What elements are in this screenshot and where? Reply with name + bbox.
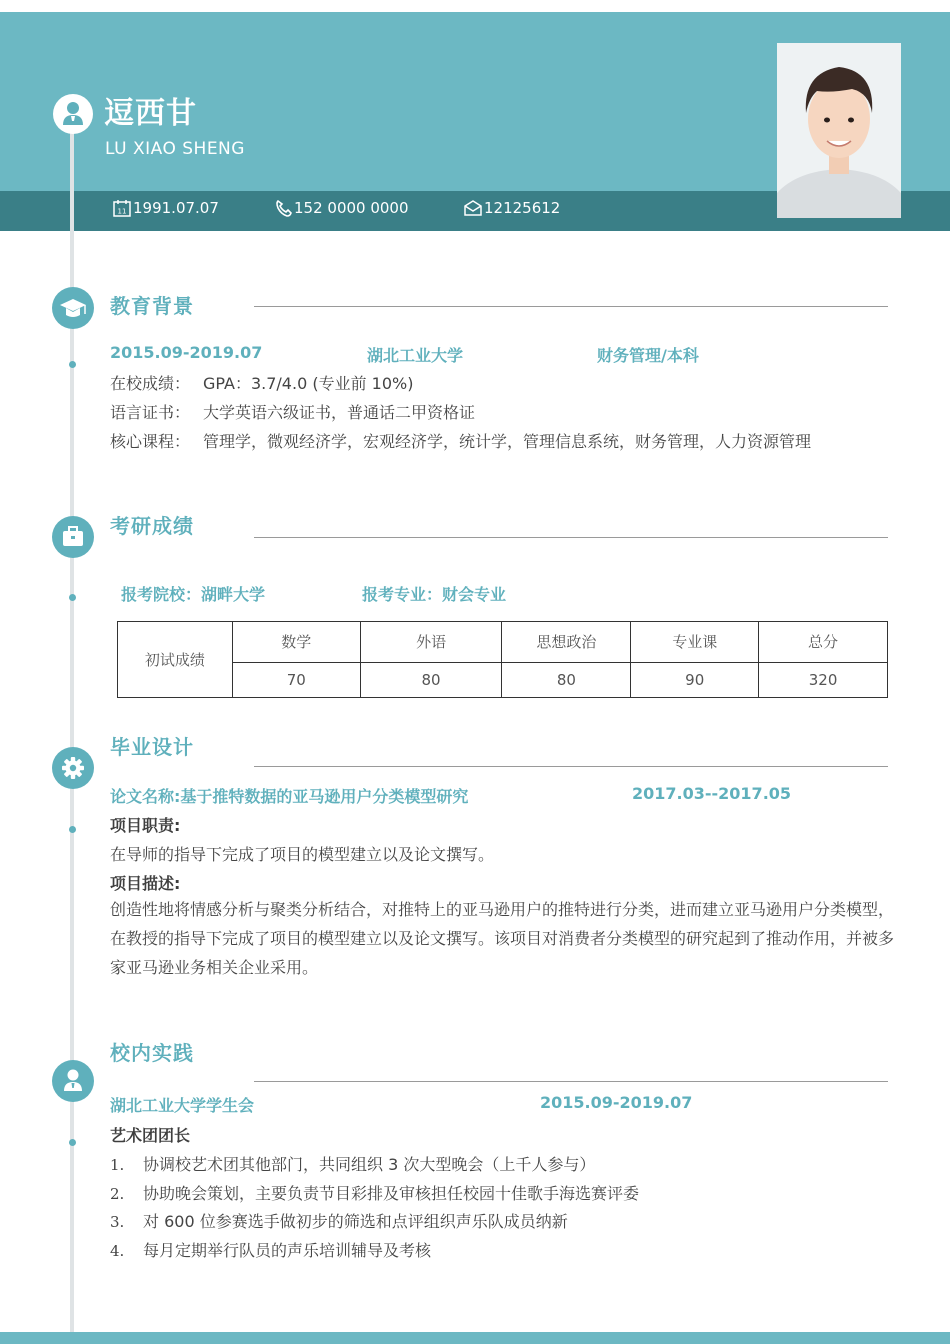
- section-title-practice: 校内实践: [110, 1041, 194, 1065]
- calendar-icon: [112, 198, 132, 218]
- exam-target-major: 报考专业：财会专业: [362, 585, 507, 604]
- list-text: 协调校艺术团其他部门，共同组织 3 次大型晚会（上千人参与）: [143, 1155, 596, 1174]
- list-number: 4.: [110, 1242, 125, 1260]
- table-row: [118, 662, 888, 697]
- phone-icon: [275, 198, 293, 218]
- education-period: 2015.09-2019.07: [110, 343, 263, 362]
- list-text: 每月定期举行队员的声乐培训辅导及考核: [143, 1241, 432, 1260]
- row-label: 在校成绩：: [110, 374, 191, 393]
- phone-field: [275, 198, 409, 218]
- education-row-gpa: [110, 371, 413, 394]
- list-number: 1.: [110, 1156, 125, 1174]
- table-header-cell: 思想政治: [502, 622, 631, 663]
- mail-icon: [463, 198, 483, 218]
- row-value: GPA：3.7/4.0 (专业前 10%): [203, 374, 414, 393]
- score-row-label: 初试成绩: [118, 622, 233, 698]
- list-item: [110, 1152, 595, 1175]
- row-value: 管理学，微观经济学，宏观经济学，统计学，管理信息系统，财务管理，人力资源管理: [203, 432, 812, 451]
- row-value: 大学英语六级证书，普通话二甲资格证: [203, 403, 476, 422]
- email-text: 12125612: [484, 199, 561, 217]
- briefcase-icon: [52, 516, 94, 558]
- table-cell: 70: [232, 662, 360, 697]
- person-icon: [52, 1060, 94, 1102]
- table-header-cell: 专业课: [631, 622, 759, 663]
- table-cell: 320: [759, 662, 888, 697]
- graduation-cap-icon: [52, 287, 94, 329]
- candidate-name-pinyin: LU XIAO SHENG: [105, 139, 245, 159]
- list-text: 对 600 位参赛选手做初步的筛选和点评组织声乐队成员纳新: [143, 1212, 568, 1231]
- list-number: 3.: [110, 1213, 125, 1231]
- thesis-duty: 在导师的指导下完成了项目的模型建立以及论文撰写。: [110, 845, 495, 864]
- practice-period: 2015.09-2019.07: [540, 1093, 693, 1112]
- practice-organization: 湖北工业大学学生会: [110, 1096, 255, 1115]
- education-row-certificates: [110, 400, 475, 423]
- education-school: 湖北工业大学: [367, 346, 464, 365]
- timeline-dot: [69, 361, 76, 368]
- thesis-title: 论文名称:基于推特数据的亚马逊用户分类模型研究: [110, 787, 469, 806]
- education-row-courses: [110, 429, 811, 452]
- table-header-cell: 外语: [360, 622, 502, 663]
- email-field: [463, 198, 560, 218]
- row-label: 核心课程：: [110, 432, 191, 451]
- education-major: 财务管理/本科: [597, 346, 699, 365]
- section-title-exam: 考研成绩: [110, 514, 194, 538]
- list-item: [110, 1181, 639, 1204]
- section-divider: [254, 1081, 888, 1082]
- list-text: 协助晚会策划，主要负责节目彩排及审核担任校园十佳歌手海选赛评委: [143, 1184, 640, 1203]
- thesis-duty-label: 项目职责:: [110, 816, 181, 835]
- footer-band: [0, 1332, 950, 1344]
- table-cell: 80: [502, 662, 631, 697]
- exam-target-school: 报考院校：湖畔大学: [121, 585, 266, 604]
- table-cell: 90: [631, 662, 759, 697]
- birthday-field: [112, 198, 219, 218]
- phone-text: 152 0000 0000: [294, 199, 409, 217]
- list-item: [110, 1209, 568, 1232]
- table-row: [118, 622, 888, 663]
- table-header-cell: 总分: [759, 622, 888, 663]
- section-title-education: 教育背景: [110, 294, 194, 318]
- practice-role: 艺术团团长: [110, 1126, 191, 1145]
- section-title-thesis: 毕业设计: [110, 735, 194, 759]
- svg-text:11: 11: [117, 207, 127, 216]
- person-icon: [53, 94, 93, 134]
- list-number: 2.: [110, 1185, 125, 1203]
- timeline-dot: [69, 1139, 76, 1146]
- timeline-dot: [69, 826, 76, 833]
- thesis-period: 2017.03--2017.05: [632, 784, 792, 803]
- birthday-text: 1991.07.07: [133, 199, 219, 217]
- score-table: [117, 621, 888, 698]
- thesis-desc-label: 项目描述:: [110, 874, 181, 893]
- section-divider: [254, 537, 888, 538]
- candidate-name: 逗西甘: [104, 96, 197, 131]
- table-cell: 80: [360, 662, 502, 697]
- list-item: [110, 1238, 431, 1261]
- thesis-description: 创造性地将情感分析与聚类分析结合，对推特上的亚马逊用户的推特进行分类，进而建立亚马逊用户分类模型，在教授的指导下完成了项目的模型建立以及论文撰写。该项目对消费者分类模型的研究起到了推动作用，并被多家亚马逊业务相关企业采用。: [110, 900, 895, 977]
- table-header-cell: 数学: [232, 622, 360, 663]
- timeline-dot: [69, 594, 76, 601]
- row-label: 语言证书：: [110, 403, 191, 422]
- section-divider: [254, 766, 888, 767]
- gear-icon: [52, 747, 94, 789]
- profile-photo: [777, 43, 901, 218]
- section-divider: [254, 306, 888, 307]
